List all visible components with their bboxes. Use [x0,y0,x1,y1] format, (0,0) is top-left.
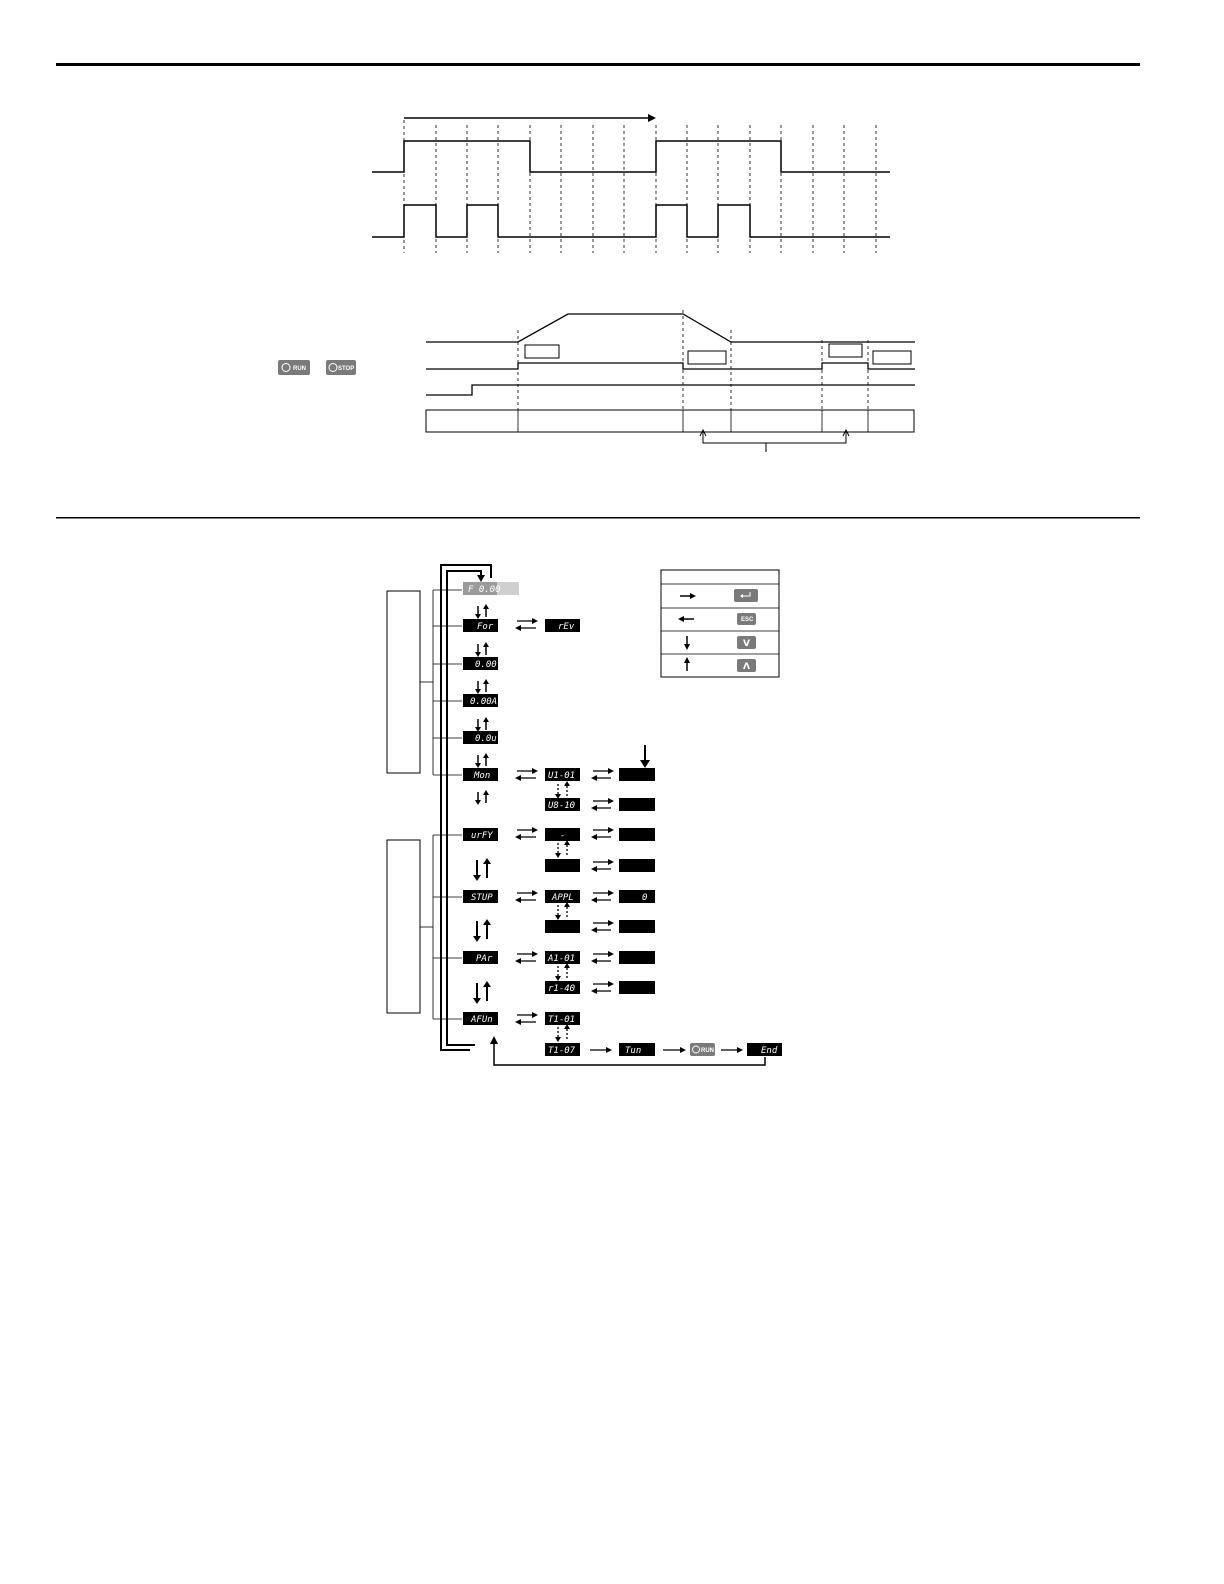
top-rule [56,63,1140,66]
run-led-trace [426,363,915,369]
lcd-verify-text: urFY [471,831,493,841]
dotted-vertical-arrows [558,784,567,1039]
menu-structure-diagram [387,565,782,1065]
dotted-arrow-heads [555,781,570,1042]
label-box-4 [873,351,911,364]
lcd-autotune-text: AFUn [471,1015,493,1025]
timing-gridlines [404,120,876,253]
sub-menu-screens [545,619,580,1056]
label-box-3 [829,344,862,357]
lcd-freq-ref-text: F 0.00 [468,585,501,595]
lcd-appl-text: APPL [552,893,574,903]
lcd-monitor-value-2 [619,798,655,811]
run-key-label: RUN [293,366,306,372]
lcd-verify-item [545,859,580,872]
lcd-output-freq-text: 0.00 [475,660,497,670]
lcd-r1-40-text: r1-40 [548,984,576,994]
lcd-appl-value-text: 0 [642,893,648,903]
run-stop-gridlines [518,310,868,410]
stop-led-trace [426,385,915,395]
lcd-output-current-text: 0.00A [470,697,498,707]
down-key-label: V [743,639,750,649]
lcd-verify-dash-text: - [560,831,566,841]
lcd-end-text: End [761,1046,778,1056]
lcd-setup-item [545,920,580,933]
lcd-output-voltage-text: 0.0u [475,734,497,744]
main-menu-screens [463,582,519,1025]
up-key-label: Λ [743,662,750,672]
frequency-trace [426,314,915,342]
lcd-verify-value [619,828,655,841]
lcd-t1-01-text: T1-01 [548,1015,576,1025]
lcd-forward-text: For [477,622,494,632]
menu-loop-lines [441,565,491,1050]
label-box-1 [525,345,559,358]
legend-border [661,570,779,677]
state-bar [426,410,914,432]
section-rule [56,517,1140,519]
timing-wave-1 [372,141,890,172]
lcd-param-value-2 [619,981,655,994]
lcd-tun-text: Tun [625,1046,642,1056]
group-box-programming-mode [387,840,420,1013]
lcd-a1-01-text: A1-01 [548,954,576,964]
lcd-u8-10-text: U8-10 [548,801,576,811]
run-stop-diagram [426,310,915,452]
state-bar-dividers [518,410,868,432]
lcd-param-value [619,951,655,964]
stop-key-label: STOP [338,366,355,372]
lcd-monitor-value [619,768,655,781]
lcd-verify-value-2 [619,859,655,872]
label-box-2 [688,351,726,364]
lcd-setup-value [619,920,655,933]
lcd-setup-text: STUP [471,893,493,903]
group-box-drive-mode [387,591,420,773]
lcd-t1-07-text: T1-07 [548,1046,576,1056]
lcd-monitor-text: Mon [474,771,491,781]
bracket [703,432,846,443]
lcd-appl-value [619,890,655,903]
lcd-reverse-text: rEv [558,622,575,632]
timing-wave-2 [372,205,890,237]
timing-diagram [372,118,890,253]
key-legend-table [661,570,779,677]
run-stop-keys [278,360,356,375]
lcd-u1-01-text: U1-01 [548,771,576,781]
value-screens [619,768,782,1056]
autotune-run-key-label: RUN [701,1048,714,1054]
esc-key-label: ESC [741,617,754,623]
lcd-parameter-text: PAr [476,954,493,964]
